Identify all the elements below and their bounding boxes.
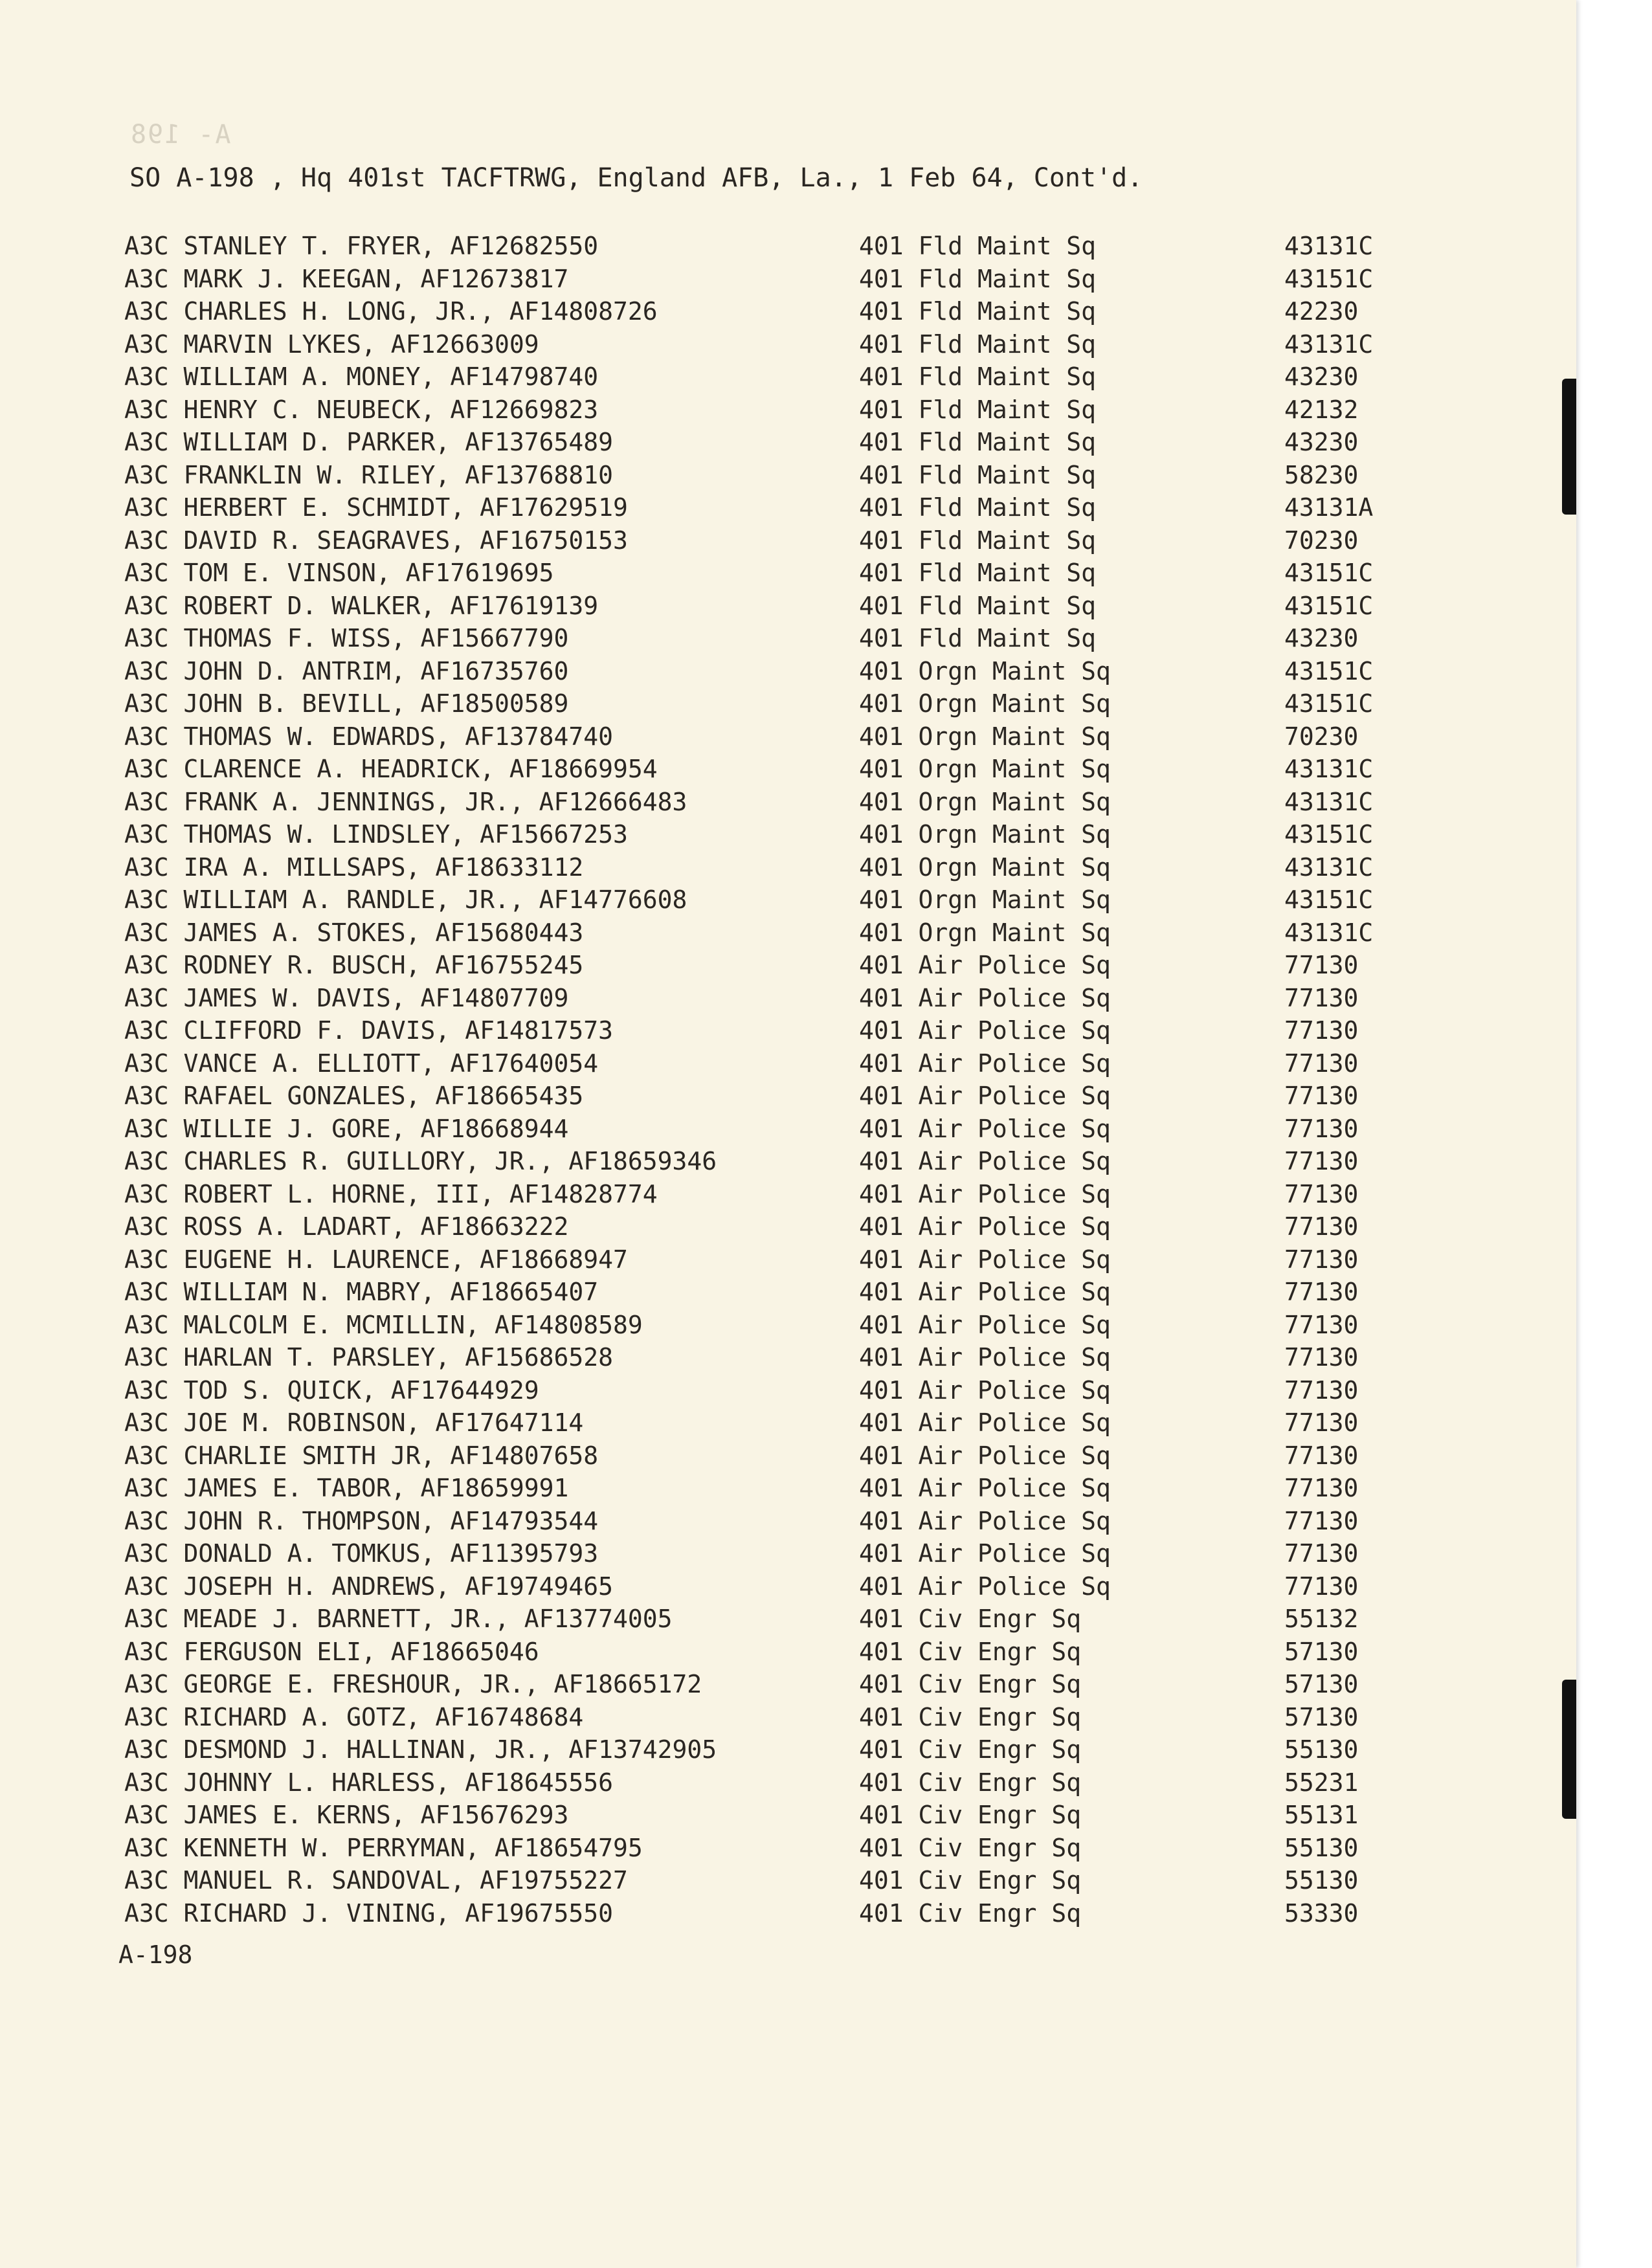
unit-name: 401 Air Police Sq bbox=[859, 951, 1111, 979]
afsc-code: 43131C bbox=[1284, 329, 1374, 359]
airman-name: A3C HARLAN T. PARSLEY, AF15686528 bbox=[124, 1343, 613, 1372]
airman-name: A3C STANLEY T. FRYER, AF12682550 bbox=[124, 232, 599, 260]
afsc-code: 55130 bbox=[1284, 1735, 1359, 1764]
afsc-code: 70230 bbox=[1284, 526, 1359, 555]
unit-name: 401 Civ Engr Sq bbox=[859, 1768, 1082, 1797]
afsc-code: 55132 bbox=[1284, 1605, 1359, 1633]
afsc-code: 55130 bbox=[1284, 1866, 1359, 1895]
afsc-code: 77130 bbox=[1284, 1179, 1359, 1208]
unit-name: 401 Air Police Sq bbox=[859, 1572, 1111, 1601]
airman-name: A3C CLIFFORD F. DAVIS, AF14817573 bbox=[124, 1016, 613, 1045]
airman-name: A3C JAMES W. DAVIS, AF14807709 bbox=[124, 983, 569, 1012]
afsc-code: 55131 bbox=[1284, 1801, 1359, 1829]
airman-name: A3C EUGENE H. LAURENCE, AF18668947 bbox=[124, 1245, 628, 1274]
unit-name: 401 Air Police Sq bbox=[859, 1474, 1111, 1502]
airman-name: A3C WILLIAM A. MONEY, AF14798740 bbox=[124, 362, 599, 391]
afsc-code: 77130 bbox=[1284, 1310, 1359, 1339]
unit-name: 401 Air Police Sq bbox=[859, 1278, 1111, 1306]
unit-name: 401 Civ Engr Sq bbox=[859, 1702, 1082, 1731]
unit-name: 401 Air Police Sq bbox=[859, 1147, 1111, 1175]
unit-name: 401 Air Police Sq bbox=[859, 1114, 1111, 1143]
afsc-code: 43131C bbox=[1284, 755, 1374, 783]
afsc-code: 77130 bbox=[1284, 1049, 1359, 1078]
airman-name: A3C JOE M. ROBINSON, AF17647114 bbox=[124, 1408, 584, 1437]
unit-name: 401 Air Police Sq bbox=[859, 1179, 1111, 1208]
afsc-code: 43151C bbox=[1284, 559, 1374, 587]
airman-name: A3C CHARLIE SMITH JR, AF14807658 bbox=[124, 1441, 599, 1470]
airman-name: A3C JAMES E. KERNS, AF15676293 bbox=[124, 1801, 569, 1829]
unit-name: 401 Fld Maint Sq bbox=[859, 526, 1097, 555]
airman-name: A3C RICHARD A. GOTZ, AF16748684 bbox=[124, 1702, 584, 1731]
airman-name: A3C JOHN R. THOMPSON, AF14793544 bbox=[124, 1506, 599, 1535]
airman-name: A3C CHARLES R. GUILLORY, JR., AF18659346 bbox=[124, 1147, 717, 1175]
airman-name: A3C MANUEL R. SANDOVAL, AF19755227 bbox=[124, 1866, 628, 1895]
unit-name: 401 Fld Maint Sq bbox=[859, 329, 1097, 359]
page-footer: A-198 bbox=[118, 1940, 193, 1969]
airman-name: A3C THOMAS F. WISS, AF15667790 bbox=[124, 624, 569, 652]
afsc-code: 77130 bbox=[1284, 1408, 1359, 1437]
unit-name: 401 Civ Engr Sq bbox=[859, 1866, 1082, 1895]
afsc-code: 77130 bbox=[1284, 951, 1359, 979]
unit-name: 401 Fld Maint Sq bbox=[859, 395, 1097, 424]
airman-name: A3C MARVIN LYKES, AF12663009 bbox=[124, 329, 539, 359]
airman-name: A3C WILLIAM D. PARKER, AF13765489 bbox=[124, 428, 613, 456]
afsc-code: 43131C bbox=[1284, 852, 1374, 882]
unit-name: 401 Civ Engr Sq bbox=[859, 1833, 1082, 1862]
afsc-code: 43131C bbox=[1284, 918, 1374, 947]
unit-name: 401 Fld Maint Sq bbox=[859, 493, 1097, 522]
unit-name: 401 Air Police Sq bbox=[859, 1506, 1111, 1535]
airman-name: A3C CHARLES H. LONG, JR., AF14808726 bbox=[124, 297, 658, 326]
airman-name: A3C JOHN B. BEVILL, AF18500589 bbox=[124, 689, 569, 718]
unit-name: 401 Orgn Maint Sq bbox=[859, 918, 1111, 947]
airman-name: A3C RAFAEL GONZALES, AF18665435 bbox=[124, 1082, 584, 1110]
afsc-code: 43230 bbox=[1284, 362, 1359, 391]
airman-name: A3C RICHARD J. VINING, AF19675550 bbox=[124, 1898, 613, 1928]
airman-name: A3C MEADE J. BARNETT, JR., AF13774005 bbox=[124, 1605, 673, 1633]
afsc-code: 43151C bbox=[1284, 885, 1374, 914]
airman-name: A3C DONALD A. TOMKUS, AF11395793 bbox=[124, 1539, 599, 1568]
unit-name: 401 Orgn Maint Sq bbox=[859, 722, 1111, 751]
afsc-code: 57130 bbox=[1284, 1637, 1359, 1666]
unit-name: 401 Air Police Sq bbox=[859, 1441, 1111, 1470]
airman-name: A3C ROSS A. LADART, AF18663222 bbox=[124, 1212, 569, 1241]
unit-name: 401 Air Police Sq bbox=[859, 1016, 1111, 1045]
unit-name: 401 Air Police Sq bbox=[859, 983, 1111, 1012]
order-number: SO A-198 bbox=[129, 163, 254, 193]
airman-name: A3C JAMES A. STOKES, AF15680443 bbox=[124, 918, 584, 947]
airman-name: A3C HERBERT E. SCHMIDT, AF17629519 bbox=[124, 493, 628, 522]
airman-name: A3C FRANK A. JENNINGS, JR., AF12666483 bbox=[124, 787, 687, 816]
afsc-code: 43131A bbox=[1284, 493, 1374, 522]
unit-name: 401 Air Police Sq bbox=[859, 1310, 1111, 1339]
airman-name: A3C RODNEY R. BUSCH, AF16755245 bbox=[124, 951, 584, 979]
afsc-code: 77130 bbox=[1284, 1245, 1359, 1274]
afsc-code: 77130 bbox=[1284, 1572, 1359, 1601]
unit-name: 401 Air Police Sq bbox=[859, 1082, 1111, 1110]
afsc-code: 77130 bbox=[1284, 1343, 1359, 1372]
unit-name: 401 Fld Maint Sq bbox=[859, 559, 1097, 587]
unit-name: 401 Orgn Maint Sq bbox=[859, 787, 1111, 816]
afsc-code: 77130 bbox=[1284, 1212, 1359, 1241]
afsc-code: 77130 bbox=[1284, 1375, 1359, 1405]
airman-name: A3C KENNETH W. PERRYMAN, AF18654795 bbox=[124, 1833, 643, 1862]
airman-name: A3C JOHNNY L. HARLESS, AF18645556 bbox=[124, 1768, 613, 1797]
unit-name: 401 Air Police Sq bbox=[859, 1212, 1111, 1241]
airman-name: A3C JOSEPH H. ANDREWS, AF19749465 bbox=[124, 1572, 613, 1601]
unit-name: 401 Civ Engr Sq bbox=[859, 1637, 1082, 1666]
order-header-text: , Hq 401st TACFTRWG, England AFB, La., 1 Feb 64, Cont'd. bbox=[269, 163, 1143, 193]
afsc-code: 77130 bbox=[1284, 1474, 1359, 1502]
unit-name: 401 Fld Maint Sq bbox=[859, 624, 1097, 652]
unit-name: 401 Orgn Maint Sq bbox=[859, 820, 1111, 849]
airman-name: A3C ROBERT D. WALKER, AF17619139 bbox=[124, 591, 599, 620]
afsc-code: 57130 bbox=[1284, 1702, 1359, 1731]
afsc-code: 77130 bbox=[1284, 1016, 1359, 1045]
afsc-code: 77130 bbox=[1284, 1278, 1359, 1306]
airman-name: A3C IRA A. MILLSAPS, AF18633112 bbox=[124, 852, 584, 882]
airman-name: A3C JAMES E. TABOR, AF18659991 bbox=[124, 1474, 569, 1502]
unit-name: 401 Fld Maint Sq bbox=[859, 297, 1097, 326]
order-header bbox=[129, 163, 1143, 193]
unit-name: 401 Orgn Maint Sq bbox=[859, 689, 1111, 718]
unit-name: 401 Orgn Maint Sq bbox=[859, 755, 1111, 783]
unit-name: 401 Air Police Sq bbox=[859, 1408, 1111, 1437]
unit-name: 401 Air Police Sq bbox=[859, 1539, 1111, 1568]
unit-name: 401 Civ Engr Sq bbox=[859, 1898, 1082, 1928]
airman-name: A3C DAVID R. SEAGRAVES, AF16750153 bbox=[124, 526, 628, 555]
unit-name: 401 Fld Maint Sq bbox=[859, 428, 1097, 456]
afsc-code: 43151C bbox=[1284, 820, 1374, 849]
afsc-code: 57130 bbox=[1284, 1670, 1359, 1698]
unit-name: 401 Air Police Sq bbox=[859, 1049, 1111, 1078]
afsc-code: 43151C bbox=[1284, 689, 1374, 718]
unit-name: 401 Fld Maint Sq bbox=[859, 460, 1097, 489]
airman-name: A3C THOMAS W. EDWARDS, AF13784740 bbox=[124, 722, 613, 751]
unit-name: 401 Air Police Sq bbox=[859, 1375, 1111, 1405]
afsc-code: 77130 bbox=[1284, 1082, 1359, 1110]
airman-name: A3C MALCOLM E. MCMILLIN, AF14808589 bbox=[124, 1310, 643, 1339]
unit-name: 401 Civ Engr Sq bbox=[859, 1605, 1082, 1633]
unit-name: 401 Orgn Maint Sq bbox=[859, 656, 1111, 685]
airman-name: A3C JOHN D. ANTRIM, AF16735760 bbox=[124, 656, 569, 685]
afsc-code: 43230 bbox=[1284, 428, 1359, 456]
afsc-code: 43151C bbox=[1284, 656, 1374, 685]
airman-name: A3C WILLIAM A. RANDLE, JR., AF14776608 bbox=[124, 885, 687, 914]
airman-name: A3C ROBERT L. HORNE, III, AF14828774 bbox=[124, 1179, 658, 1208]
afsc-code: 43230 bbox=[1284, 624, 1359, 652]
unit-name: 401 Orgn Maint Sq bbox=[859, 852, 1111, 882]
binder-tab bbox=[1562, 379, 1576, 515]
airman-name: A3C HENRY C. NEUBECK, AF12669823 bbox=[124, 395, 599, 424]
afsc-code: 43151C bbox=[1284, 264, 1374, 293]
afsc-code: 77130 bbox=[1284, 1506, 1359, 1535]
unit-name: 401 Orgn Maint Sq bbox=[859, 885, 1111, 914]
afsc-code: 77130 bbox=[1284, 1147, 1359, 1175]
afsc-code: 55130 bbox=[1284, 1833, 1359, 1862]
show-through-text: A- 198 bbox=[129, 120, 231, 150]
airman-name: A3C DESMOND J. HALLINAN, JR., AF13742905 bbox=[124, 1735, 717, 1764]
unit-name: 401 Fld Maint Sq bbox=[859, 232, 1097, 260]
afsc-code: 77130 bbox=[1284, 1539, 1359, 1568]
airman-name: A3C WILLIAM N. MABRY, AF18665407 bbox=[124, 1278, 599, 1306]
airman-name: A3C VANCE A. ELLIOTT, AF17640054 bbox=[124, 1049, 599, 1078]
airman-name: A3C TOM E. VINSON, AF17619695 bbox=[124, 559, 554, 587]
unit-name: 401 Fld Maint Sq bbox=[859, 264, 1097, 293]
afsc-code: 42230 bbox=[1284, 297, 1359, 326]
unit-name: 401 Fld Maint Sq bbox=[859, 591, 1097, 620]
unit-name: 401 Fld Maint Sq bbox=[859, 362, 1097, 391]
airman-name: A3C GEORGE E. FRESHOUR, JR., AF18665172 bbox=[124, 1670, 702, 1698]
afsc-code: 55231 bbox=[1284, 1768, 1359, 1797]
unit-name: 401 Air Police Sq bbox=[859, 1343, 1111, 1372]
airman-name: A3C WILLIE J. GORE, AF18668944 bbox=[124, 1114, 569, 1143]
afsc-code: 77130 bbox=[1284, 1441, 1359, 1470]
airman-name: A3C FERGUSON ELI, AF18665046 bbox=[124, 1637, 539, 1666]
afsc-code: 70230 bbox=[1284, 722, 1359, 751]
afsc-code: 53330 bbox=[1284, 1898, 1359, 1928]
unit-name: 401 Air Police Sq bbox=[859, 1245, 1111, 1274]
airman-name: A3C TOD S. QUICK, AF17644929 bbox=[124, 1375, 539, 1405]
unit-name: 401 Civ Engr Sq bbox=[859, 1801, 1082, 1829]
afsc-code: 77130 bbox=[1284, 1114, 1359, 1143]
afsc-code: 42132 bbox=[1284, 395, 1359, 424]
afsc-code: 43131C bbox=[1284, 787, 1374, 816]
unit-name: 401 Civ Engr Sq bbox=[859, 1735, 1082, 1764]
airman-name: A3C MARK J. KEEGAN, AF12673817 bbox=[124, 264, 569, 293]
airman-name: A3C FRANKLIN W. RILEY, AF13768810 bbox=[124, 460, 613, 489]
afsc-code: 58230 bbox=[1284, 460, 1359, 489]
afsc-code: 43151C bbox=[1284, 591, 1374, 620]
binder-tab bbox=[1562, 1680, 1576, 1819]
afsc-code: 77130 bbox=[1284, 983, 1359, 1012]
unit-name: 401 Civ Engr Sq bbox=[859, 1670, 1082, 1698]
airman-name: A3C CLARENCE A. HEADRICK, AF18669954 bbox=[124, 755, 658, 783]
airman-name: A3C THOMAS W. LINDSLEY, AF15667253 bbox=[124, 820, 628, 849]
afsc-code: 43131C bbox=[1284, 232, 1374, 260]
